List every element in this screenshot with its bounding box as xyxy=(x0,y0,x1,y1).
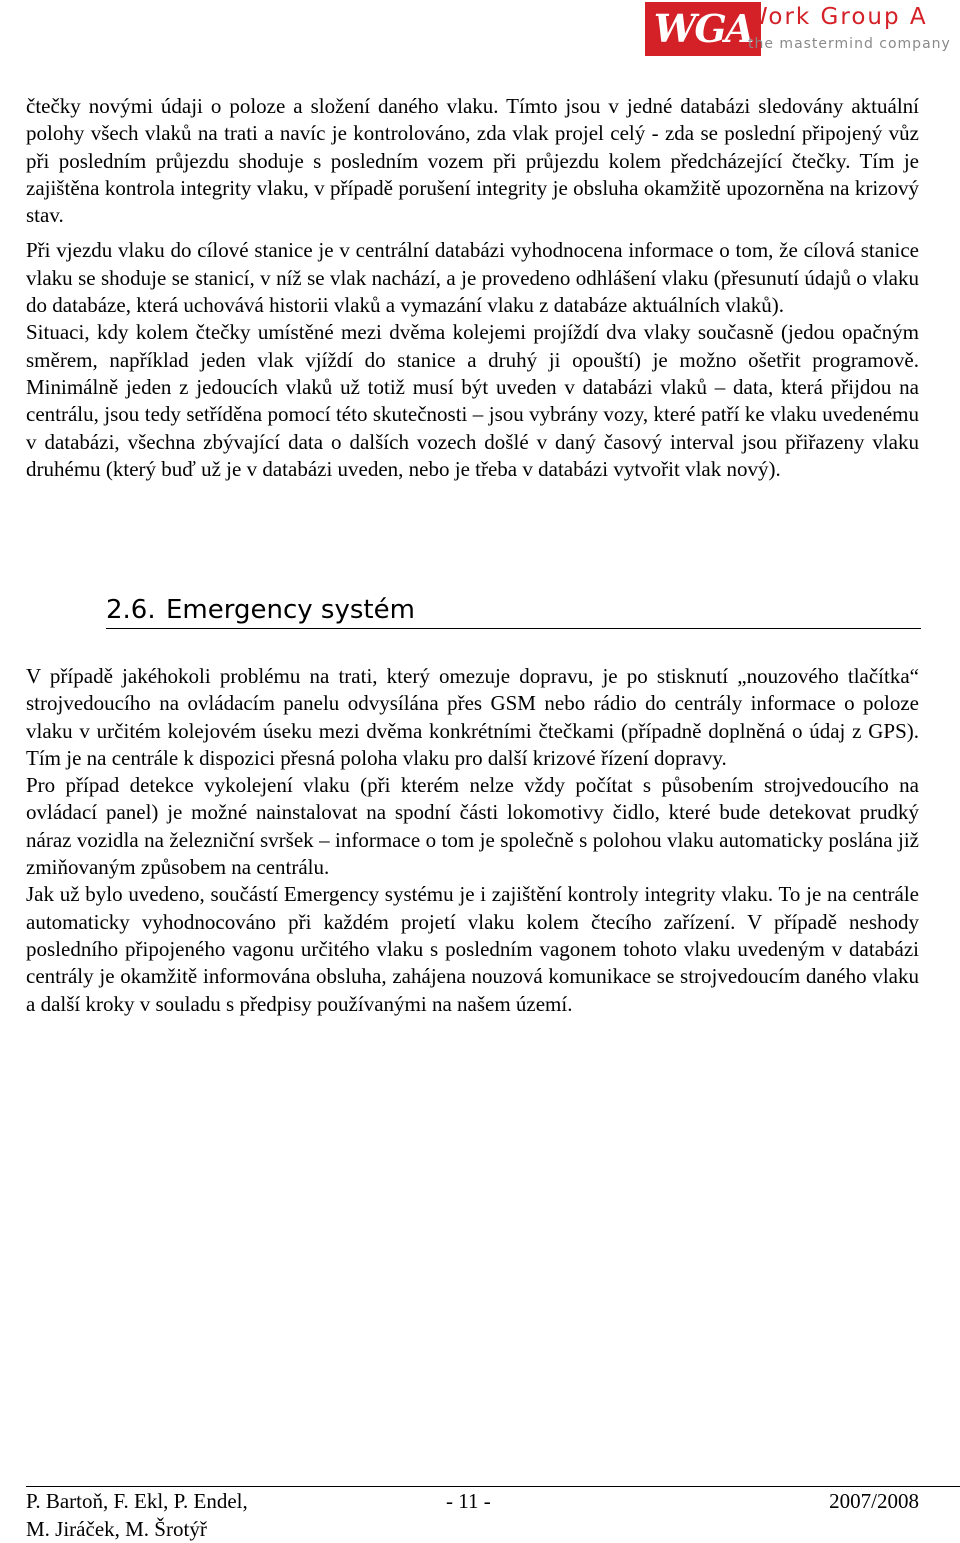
paragraph-arrival: Při vjezdu vlaku do cílové stanice je v centrální databázi vyhodnocena informace o tom, že cílová stanice vlaku se shoduje se stanicí, v níž se vlak nachází, a je provedeno odhlášení vlaku (přesunutí údajů o vlaku do databáze, která uchovává historii vlaků a vymazání vlaku z databáze aktuálních vlaků). xyxy=(26,238,919,318)
paragraph-emergency-button: V případě jakéhokoli problému na trati, který omezuje dopravu, je po stisknutí „nouzového tlačítka“ strojvedoucího na ovládacím panelu odvysílána přes GSM nebo rádio do centrály informace o poloze vlaku v určitém kolejovém úseku mezi dvěma konkrétními čtečkami (případně doplněná o údaj z GPS). Tím je na centrále k dispozici přesná poloha vlaku pro další krizové řízení dopravy. xyxy=(26,664,919,770)
paragraph-integrity-check: Jak už bylo uvedeno, součástí Emergency systému je i zajištění kontroly integrity vlaku. To je na centrále automaticky vyhodnocováno při každém projetí vlaku kolem čtecího zařízení. V případě neshody posledního připojeného vagonu určitého vlaku s posledním vagonem tohoto vlaku uvedeným v databázi centrály je okamžitě informována obsluha, zahájena nouzová komunikace se strojvedoucím daného vlaku a další kroky v souladu s předpisy používanými na našem území. xyxy=(26,882,919,1016)
paragraph-derailment: Pro případ detekce vykolejení vlaku (při kterém nelze vždy počítat s působením strojvedoucího na ovládací panel) je možné nainstalovat na spodní části lokomotivy čidlo, které bude detekovat prudký náraz vozidla na železniční svršek – informace o tom je společně s polohou vlaku automaticky poslána již zmiňovaným způsobem na centrálu. xyxy=(26,773,919,880)
footer-authors xyxy=(26,1488,248,1543)
logo-company-name: Work Group A xyxy=(745,4,928,30)
logo-tagline: the mastermind company xyxy=(748,36,951,52)
footer-authors-line1: P. Bartoň, F. Ekl, P. Endel, xyxy=(26,1489,248,1513)
logo-mark: WGA xyxy=(645,2,761,56)
section-number: 2.6. xyxy=(106,595,156,625)
footer-authors-line2: M. Jiráček, M. Šrotýř xyxy=(26,1516,207,1541)
section-title: Emergency systém xyxy=(166,595,415,625)
body-text-section xyxy=(26,663,919,1018)
company-logo xyxy=(645,2,951,58)
paragraph-integrity: čtečky novými údaji o poloze a složení daného vlaku. Tímto jsou v jedné databázi sledovány aktuální polohy všech vlaků na trati a navíc je kontrolováno, zda vlak projel celý - zda se poslední připojený vůz při posledním průjezdu shoduje s posledním vozem při průjezdu kolem předcházející čtečky. Tím je zajištěna kontrola integrity vlaku, v případě porušení integrity je obsluha okamžitě upozorněna na krizový stav. xyxy=(26,94,919,228)
footer-year: 2007/2008 xyxy=(829,1489,919,1513)
footer-page-number: - 11 - xyxy=(446,1489,491,1513)
paragraph-two-trains: Situaci, kdy kolem čtečky umístěné mezi dvěma kolejemi projíždí dva vlaky současně (jedou opačným směrem, například jeden vlak vjíždí do stanice a druhý ji opouští) je možno ošetřit programově. Minimálně jeden z jedoucích vlaků už totiž musí být uveden v databázi vlaků – data, která přijdou na centrálu, jsou tedy setříděna pomocí této skutečnosti – jsou vybrány vozy, které patří ke vlaku uvedenému v databázi, všechna zbývající data o dalších vozech došlé v daný časový interval jsou přiřazeny vlaku druhému (který buď už je v databázi uveden, nebo je třeba v databázi vytvořit vlak nový). xyxy=(26,320,919,481)
section-heading xyxy=(106,592,921,629)
body-text-top xyxy=(26,93,919,483)
footer-divider xyxy=(26,1486,960,1487)
